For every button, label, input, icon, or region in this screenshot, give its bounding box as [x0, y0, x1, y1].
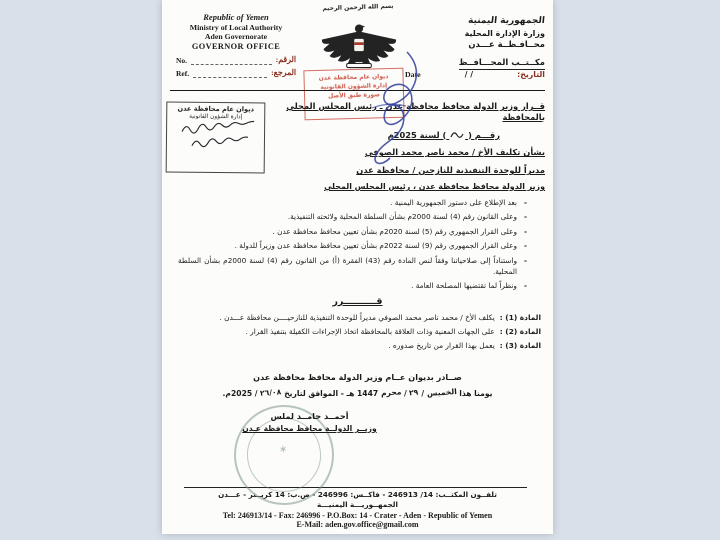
authority-heading: وزير الدولة محافظ محافظة عدن ، رئيس المجلس المحلي [324, 182, 545, 191]
header-english [176, 12, 296, 78]
seal-star-icon: ✶ [277, 442, 289, 457]
article-text: يعمل بهذا القرار من تاريخ صدوره . [388, 341, 495, 351]
governorate-name-en: Aden Governorate [204, 32, 268, 42]
article-label: المادة (1) : [499, 313, 541, 322]
decree-title-line4: مديراً للوحدة التنفيذية للنازحين / محافظة عدن [356, 165, 545, 176]
decree-word: قــــــــــرر [332, 296, 383, 307]
article-label: المادة (2) : [499, 327, 541, 337]
handwritten-hijri-month: محرم [380, 387, 402, 398]
bullet-dash: - [523, 241, 527, 251]
handwritten-weekday: الخميس [426, 386, 457, 399]
articles-list [174, 312, 541, 354]
preamble-text: وعلى القرار الجمهوري رقم (5) لسنة 2020م بشأن تعيين محافظ محافظة عدن . [272, 226, 517, 236]
header-arabic [413, 8, 545, 71]
ministry-name-ar: وزارة الإدارة المحلية [464, 28, 545, 38]
legal-stamp-line1: ديوان عام محافظة عدن [177, 104, 255, 114]
article-item [174, 312, 541, 323]
legal-stamp-line2: إدارة الشؤون القانونية [189, 113, 243, 121]
article-text: على الجهات المعنية وذات العلاقة بالمحافظة اتخاذ الإجراءات الكفيلة بتنفيذ القرار . [245, 327, 495, 337]
bullet-dash: - [523, 255, 527, 265]
preamble-list [178, 198, 527, 296]
country-name-ar: الجمهورية اليمنية [467, 16, 546, 26]
preamble-item [178, 281, 527, 292]
bullet-dash: - [523, 212, 527, 222]
preamble-text: وعلى القرار الجمهوري رقم (9) لسنة 2022م بشأن تعيين محافظ محافظة عدن وزيراً للدولة . [234, 241, 517, 251]
preamble-item [178, 256, 527, 278]
footer-email: E-Mail: aden.gov.office@gmail.com [296, 520, 419, 529]
footer-contact-en: Tel: 246913/14 - Fax: 246996 - P.O.Box: 14 - Crater - Aden - Republic of Yemen [222, 511, 493, 520]
no-label-ar: الرقم: [275, 55, 296, 65]
red-stamp-line1: ديوان عام محافظة عدن [318, 73, 389, 82]
handwritten-gregorian-date: ٢٦/٠٨ [259, 387, 282, 398]
no-field-row [176, 55, 296, 65]
signatory-name: أحمــد حامــد لملس [270, 411, 349, 421]
ref-label-ar: المرجع: [271, 68, 296, 78]
date-label-ar: التاريخ: [517, 70, 545, 79]
governorate-name-ar: محــافـظــة عـــدن [468, 39, 545, 50]
date-label-en: Date [405, 70, 421, 79]
article-label: المادة (3) : [499, 341, 541, 351]
footer-divider-line [184, 487, 527, 488]
preamble-item [178, 227, 527, 238]
preamble-text: وعلى القانون رقم (4) لسنة 2000م بشأن السلطة المحلية ولائحته التنفيذية. [287, 212, 517, 222]
decree-number-pre: رقـــم ( [468, 129, 500, 140]
article-item [174, 326, 541, 337]
date-blank-slashes: / / [464, 70, 474, 79]
bismillah-calligraphy: بسم الله الرحمن الرحيم [322, 2, 394, 13]
handwritten-hijri-day: ٢٩ [409, 387, 419, 398]
footer-country-ar: الجمهــوريـــة اليمنيـــة [317, 500, 398, 509]
date-printed-part3: / 2025م. [222, 389, 258, 398]
issued-at-line: صــادر بديوان عــام وزير الدولة محافظ محافظة عدن [253, 372, 462, 382]
bullet-dash: - [523, 281, 527, 291]
preamble-item [178, 198, 527, 209]
footer-contact-ar: تلفــون المكتــب: 14/ 246913 - فاكــس: 246996 - ص.ب: 14 كريــتر - عـــدن [218, 490, 497, 499]
decree-title-line1: قــرار وزير الدولة محافظ محافظة عدن ـ رئيس المجلس المحلي بالمحافظة [286, 101, 545, 122]
preamble-text: واستناداً إلى صلاحياتنا وفقاً لنص المادة رقم (43) الفقرة (أ) من القانون رقم (4) لسنة 2000م بشأن السلطة المحلية. [178, 255, 517, 276]
ministry-name-en: Ministry of Local Authority [189, 22, 283, 32]
date-printed-part1: يومنا هذا [459, 389, 493, 398]
preamble-item [178, 241, 527, 252]
red-stamp-line2: إدارة الشؤون القانونية [320, 82, 388, 91]
decree-title-line3: بشأن تكليف الأخ / محمد ناصر محمد الصوفي [364, 147, 545, 158]
no-label-en: No. [176, 55, 188, 65]
signature-block [222, 411, 397, 433]
red-stamp-line3: صورة طبق الأصل [327, 91, 381, 100]
bullet-dash: - [523, 226, 527, 236]
issue-date-line [162, 386, 553, 399]
country-name-en: Republic of Yemen [203, 12, 269, 22]
office-name-ar: مكــتــب المحـــافــظ [459, 57, 545, 70]
no-blank-line [191, 57, 272, 65]
date-slash: / [421, 389, 425, 398]
date-printed-part2: 1447 هـ - الموافق لتاريخ [284, 389, 379, 398]
preamble-item [178, 212, 527, 223]
decree-number-post: ) لسنة 2025م [387, 129, 447, 140]
scanned-document-page [162, 0, 553, 534]
signatory-title: وزيــر الدولــة محافظ محافظة عـدن [242, 424, 377, 433]
ref-field-row [176, 68, 296, 78]
preamble-text: بعد الإطلاع على دستور الجمهورية اليمنية . [390, 198, 517, 207]
preamble-text: ونظراً لما تقتضيها المصلحة العامة . [411, 281, 517, 291]
footer-block [168, 490, 547, 529]
ref-label-en: Ref. [176, 68, 190, 78]
bullet-dash: - [523, 198, 527, 207]
blue-signature-scribble [352, 46, 432, 171]
ref-blank-line [193, 70, 267, 78]
date-slash: / [403, 389, 407, 398]
handwritten-decree-number [449, 130, 465, 140]
article-item [174, 340, 541, 351]
office-name-en: GOVERNOR OFFICE [191, 42, 281, 52]
article-text: يكلف الأخ / محمد ناصر محمد الصوفي مديراً للوحدة التنفيذية للنازحيــــن محافظة عـــدن . [219, 313, 495, 322]
handwritten-ref-scribble [178, 120, 264, 155]
legal-affairs-stamp-box [166, 101, 266, 173]
